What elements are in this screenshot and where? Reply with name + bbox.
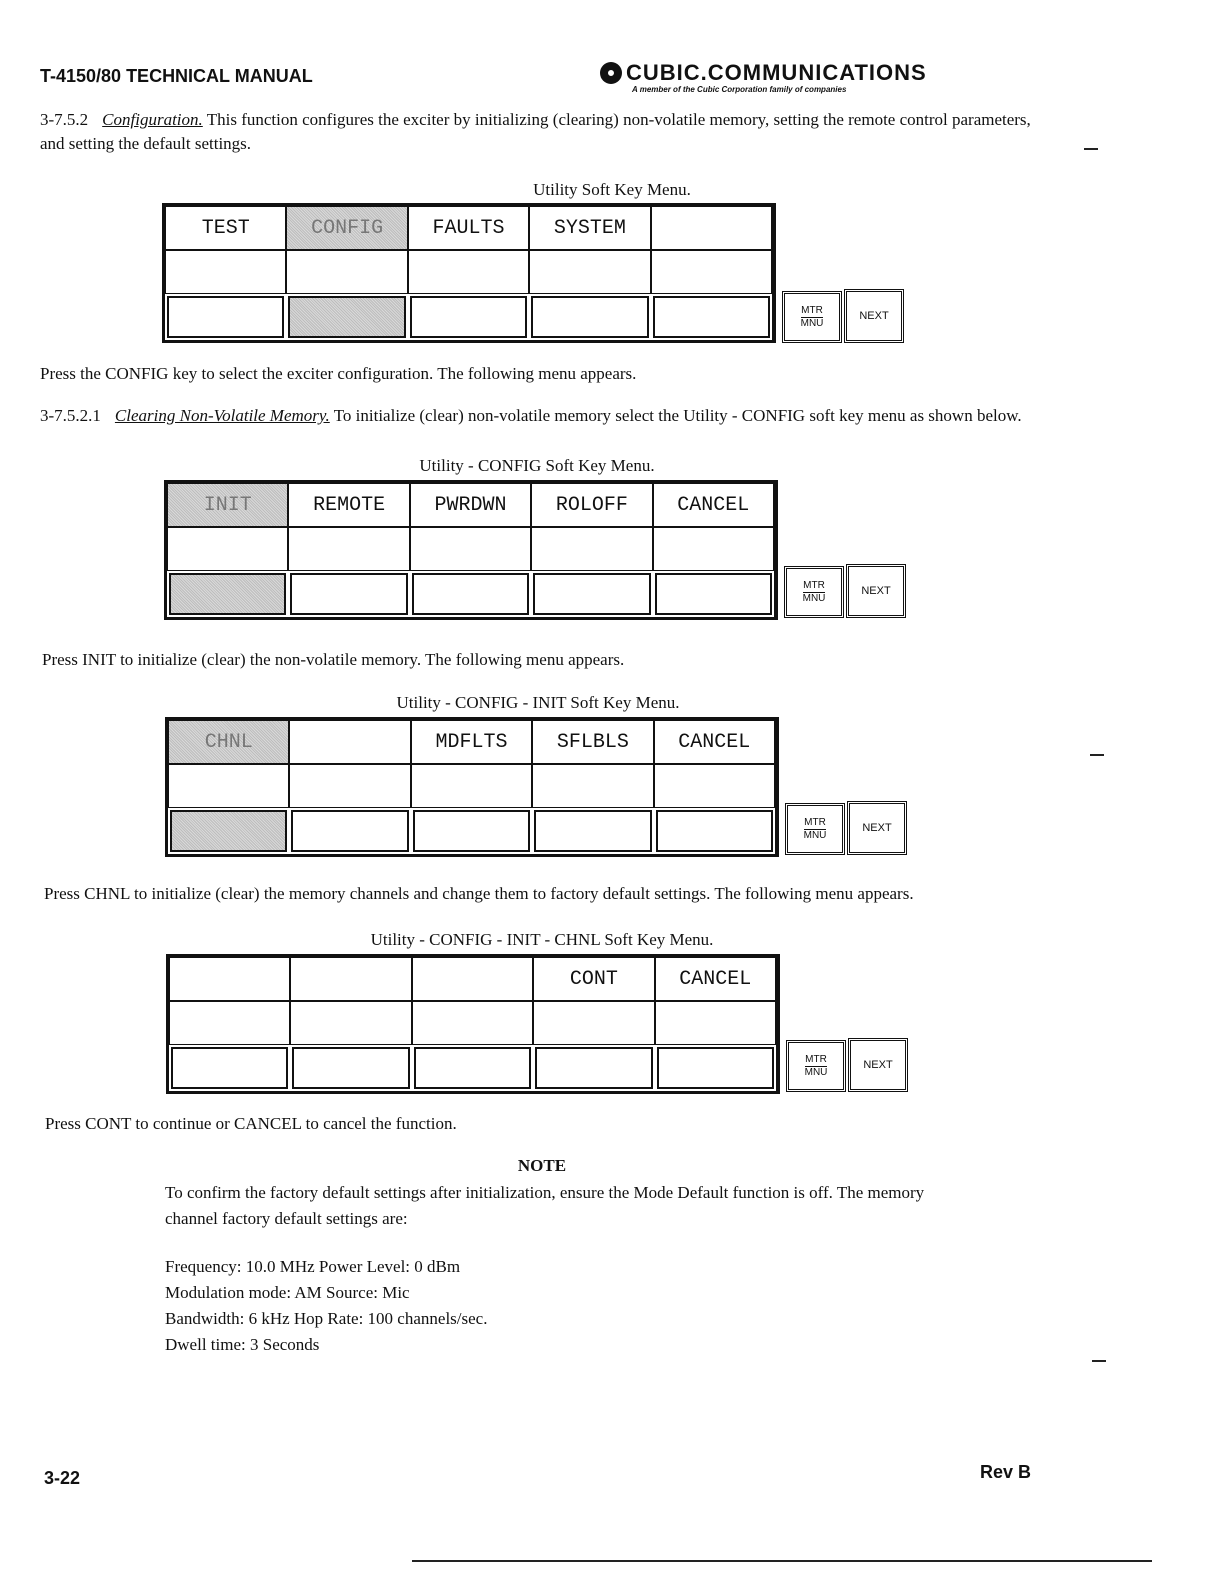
- soft-key-5[interactable]: CANCEL: [653, 483, 774, 527]
- display-cell: [290, 1001, 411, 1045]
- meter-menu-label-top: MTR: [801, 304, 823, 316]
- hard-key-2[interactable]: [291, 810, 408, 852]
- menu-caption: Utility Soft Key Menu.: [533, 180, 691, 199]
- soft-key-4[interactable]: SYSTEM: [529, 206, 650, 250]
- soft-key-2[interactable]: REMOTE: [288, 483, 409, 527]
- setting-frequency-power: Frequency: 10.0 MHz Power Level: 0 dBm: [165, 1257, 461, 1276]
- hard-key-5[interactable]: [653, 296, 770, 338]
- display-cell: [408, 250, 529, 294]
- hard-key-3[interactable]: [414, 1047, 531, 1089]
- soft-key-5[interactable]: CANCEL: [654, 720, 775, 764]
- margin-mark: [1090, 754, 1104, 756]
- display-cell: [168, 764, 289, 808]
- display-cell: [655, 1001, 776, 1045]
- soft-key-1[interactable]: INIT: [167, 483, 288, 527]
- display-cell: [533, 1001, 654, 1045]
- soft-key-1[interactable]: TEST: [165, 206, 286, 250]
- meter-menu-label-bottom: MNU: [802, 592, 826, 604]
- display-cell: [289, 764, 410, 808]
- soft-key-2[interactable]: [289, 720, 410, 764]
- soft-key-grid: [166, 954, 780, 1094]
- section-number: 3-7.5.2: [40, 110, 89, 129]
- hard-key-1[interactable]: [171, 1047, 288, 1089]
- note-title: NOTE: [517, 1156, 567, 1175]
- meter-menu-label-top: MTR: [805, 1053, 827, 1065]
- display-cell: [411, 764, 532, 808]
- company-name: CUBIC.COMMUNICATIONS: [626, 60, 927, 85]
- meter-menu-key[interactable]: [785, 803, 845, 855]
- hard-key-1[interactable]: [170, 810, 287, 852]
- soft-key-5[interactable]: [651, 206, 772, 250]
- section-clear-nvm: [40, 404, 1040, 428]
- next-key[interactable]: NEXT: [847, 801, 907, 855]
- revision-label: Rev B: [980, 1462, 1032, 1482]
- soft-key-3[interactable]: PWRDWN: [410, 483, 531, 527]
- soft-key-5[interactable]: CANCEL: [655, 957, 776, 1001]
- display-cell: [167, 527, 288, 571]
- display-cell: [651, 250, 772, 294]
- section-heading: Clearing Non-Volatile Memory.: [114, 406, 330, 425]
- setting-modulation-source: Modulation mode: AM Source: Mic: [165, 1283, 410, 1302]
- hard-key-2[interactable]: [288, 296, 405, 338]
- setting-dwell-time: Dwell time: 3 Seconds: [165, 1335, 320, 1354]
- menu-caption: Utility - CONFIG Soft Key Menu.: [419, 456, 655, 475]
- hard-key-4[interactable]: [534, 810, 651, 852]
- display-cell: [531, 527, 652, 571]
- next-key[interactable]: NEXT: [846, 564, 906, 618]
- menu-caption: Utility - CONFIG - INIT - CHNL Soft Key Menu.: [370, 930, 714, 949]
- hard-key-1[interactable]: [167, 296, 284, 338]
- display-cell: [532, 764, 653, 808]
- instruction-press-cont: Press CONT to continue or CANCEL to cancel the function.: [45, 1114, 457, 1133]
- soft-key-2[interactable]: CONFIG: [286, 206, 407, 250]
- hard-key-1[interactable]: [169, 573, 286, 615]
- menu-caption: Utility - CONFIG - INIT Soft Key Menu.: [396, 693, 680, 712]
- company-logo: [600, 60, 927, 94]
- meter-menu-label-bottom: MNU: [800, 317, 824, 329]
- hard-key-3[interactable]: [410, 296, 527, 338]
- display-cell: [165, 250, 286, 294]
- next-key[interactable]: NEXT: [848, 1038, 908, 1092]
- soft-key-4[interactable]: CONT: [533, 957, 654, 1001]
- instruction-press-config: Press the CONFIG key to select the exciter configuration. The following menu appears.: [40, 364, 637, 383]
- soft-key-4[interactable]: SFLBLS: [532, 720, 653, 764]
- meter-menu-label-bottom: MNU: [804, 1066, 828, 1078]
- hard-key-4[interactable]: [533, 573, 650, 615]
- company-tagline: A member of the Cubic Corporation family of companies: [632, 85, 847, 94]
- display-cell: [286, 250, 407, 294]
- bottom-rule: [412, 1560, 1152, 1562]
- meter-menu-label-bottom: MNU: [803, 829, 827, 841]
- section-configuration: [40, 108, 1040, 156]
- soft-key-grid: [162, 203, 776, 343]
- section-heading: Configuration.: [102, 110, 203, 129]
- section-text: To initialize (clear) non-volatile memory select the Utility - CONFIG soft key menu as shown below.: [333, 406, 1022, 425]
- hard-key-4[interactable]: [531, 296, 648, 338]
- display-cell: [653, 527, 774, 571]
- soft-key-1[interactable]: [169, 957, 290, 1001]
- hard-key-3[interactable]: [412, 573, 529, 615]
- soft-key-1[interactable]: CHNL: [168, 720, 289, 764]
- margin-mark: [1092, 1360, 1106, 1362]
- soft-key-3[interactable]: [412, 957, 533, 1001]
- setting-bandwidth-hop: Bandwidth: 6 kHz Hop Rate: 100 channels/sec.: [165, 1309, 488, 1328]
- hard-key-5[interactable]: [657, 1047, 774, 1089]
- hard-key-5[interactable]: [656, 810, 773, 852]
- hard-key-4[interactable]: [535, 1047, 652, 1089]
- instruction-press-chnl: Press CHNL to initialize (clear) the memory channels and change them to factory default settings. The following menu appears.: [44, 884, 914, 903]
- display-cell: [412, 1001, 533, 1045]
- instruction-press-init: Press INIT to initialize (clear) the non-volatile memory. The following menu appears.: [42, 650, 625, 669]
- soft-key-grid: [164, 480, 778, 620]
- meter-menu-key[interactable]: [786, 1040, 846, 1092]
- display-cell: [529, 250, 650, 294]
- next-key[interactable]: NEXT: [844, 289, 904, 343]
- hard-key-2[interactable]: [292, 1047, 409, 1089]
- hard-key-5[interactable]: [655, 573, 772, 615]
- display-cell: [410, 527, 531, 571]
- note-text: To confirm the factory default settings after initialization, ensure the Mode Default function is off. The memory channel factory default settings are:: [165, 1183, 925, 1228]
- soft-key-3[interactable]: MDFLTS: [411, 720, 532, 764]
- meter-menu-key[interactable]: [782, 291, 842, 343]
- soft-key-grid: [165, 717, 779, 857]
- meter-menu-key[interactable]: [784, 566, 844, 618]
- display-cell: [288, 527, 409, 571]
- soft-key-3[interactable]: FAULTS: [408, 206, 529, 250]
- manual-title: T-4150/80 TECHNICAL MANUAL: [40, 66, 313, 86]
- soft-key-2[interactable]: [290, 957, 411, 1001]
- page-number: 3-22: [44, 1468, 81, 1488]
- display-cell: [654, 764, 775, 808]
- display-cell: [169, 1001, 290, 1045]
- section-number: 3-7.5.2.1: [40, 406, 101, 425]
- default-settings-list: [165, 1254, 925, 1358]
- soft-key-4[interactable]: ROLOFF: [531, 483, 652, 527]
- meter-menu-label-top: MTR: [803, 579, 825, 591]
- meter-menu-label-top: MTR: [804, 816, 826, 828]
- hard-key-3[interactable]: [413, 810, 530, 852]
- section-text: This function configures the exciter by initializing (clearing) non-volatile memory, setting the remote control parameters, and setting the default settings.: [40, 110, 1031, 153]
- margin-mark: [1084, 148, 1098, 150]
- cubic-logo-icon: [600, 62, 622, 84]
- hard-key-2[interactable]: [290, 573, 407, 615]
